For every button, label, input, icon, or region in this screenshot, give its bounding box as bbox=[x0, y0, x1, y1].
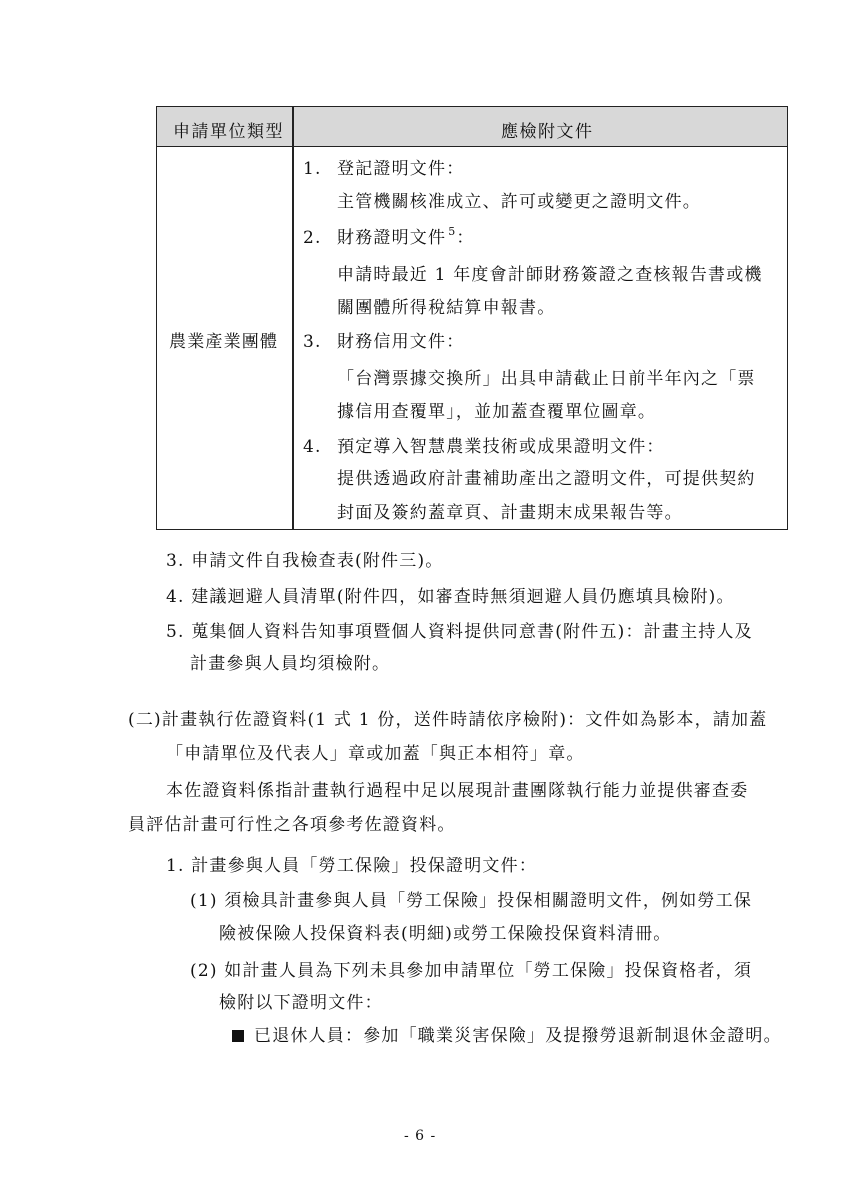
section-2-para-1: 本佐證資料係指計畫執行過程中足以展現計畫團隊執行能力並提供審查委 bbox=[166, 781, 749, 801]
page-number: - 6 - bbox=[404, 1128, 437, 1144]
item-4-line-1: 提供透過政府計畫補助產出之證明文件，可提供契約 bbox=[337, 469, 756, 489]
list-item-4: 4. 建議迴避人員清單(附件四，如審查時無須迴避人員仍應填具檢附)。 bbox=[166, 587, 735, 607]
sub-item-2-line-1: (2) 如計畫人員為下列未具參加申請單位「勞工保險」投保資格者，須 bbox=[190, 961, 753, 981]
square-bullet-icon bbox=[232, 1030, 244, 1042]
item-1-number: 1. bbox=[303, 159, 322, 179]
column-divider bbox=[292, 107, 294, 529]
bullet-retired-staff bbox=[232, 1026, 782, 1046]
section-2-para-2: 員評估計畫可行性之各項參考佐證資料。 bbox=[128, 815, 456, 835]
list-item-3: 3. 申請文件自我檢查表(附件三)。 bbox=[166, 551, 444, 571]
list-item-5-cont: 計畫參與人員均須檢附。 bbox=[190, 654, 391, 674]
sub-item-1-line-2: 險被保險人投保資料表(明細)或勞工保險投保資料清冊。 bbox=[219, 924, 672, 944]
item-2-title-wrap bbox=[337, 225, 475, 250]
item-4-line-2: 封面及簽約蓋章頁、計畫期末成果報告等。 bbox=[337, 503, 683, 523]
item-2-number: 2. bbox=[303, 228, 322, 248]
section-2-heading: (二)計畫執行佐證資料(1 式 1 份，送件時請依序檢附)：文件如為影本，請加蓋 bbox=[128, 710, 768, 730]
header-required-documents: 應檢附文件 bbox=[501, 122, 594, 142]
footnote-marker: 5 bbox=[448, 225, 457, 238]
sub-item-1-line-1: (1) 須檢具計畫參與人員「勞工保險」投保相關證明文件，例如勞工保 bbox=[190, 891, 753, 911]
section-2-heading-cont: 「申請單位及代表人」章或加蓋「與正本相符」章。 bbox=[166, 744, 585, 764]
item-1-line-1: 主管機關核准成立、許可或變更之證明文件。 bbox=[337, 192, 701, 212]
item-1-title: 登記證明文件： bbox=[337, 159, 465, 179]
item-4-title: 預定導入智慧農業技術或成果證明文件： bbox=[337, 437, 665, 457]
list-item-5: 5. 蒐集個人資料告知事項暨個人資料提供同意書(附件五)：計畫主持人及 bbox=[166, 622, 753, 642]
item-2-line-2: 關團體所得稅結算申報書。 bbox=[337, 298, 556, 318]
item-3-title: 財務信用文件： bbox=[337, 332, 465, 352]
row-label-agri-group: 農業產業團體 bbox=[169, 332, 279, 352]
item-3-number: 3. bbox=[303, 332, 322, 352]
item-4-number: 4. bbox=[303, 437, 322, 457]
sub-item-2-line-2: 檢附以下證明文件： bbox=[219, 993, 383, 1013]
item-2-title: 財務證明文件 bbox=[337, 228, 447, 248]
requirements-table bbox=[156, 106, 788, 530]
section-2-item-1: 1. 計畫參與人員「勞工保險」投保證明文件： bbox=[166, 856, 538, 876]
bullet-retired-staff-text: 已退休人員：參加「職業災害保險」及提撥勞退新制退休金證明。 bbox=[254, 1026, 782, 1046]
header-applicant-type: 申請單位類型 bbox=[173, 122, 284, 142]
item-3-line-2: 據信用查覆單」，並加蓋查覆單位圖章。 bbox=[337, 402, 657, 422]
item-2-line-1: 申請時最近 1 年度會計師財務簽證之查核報告書或機 bbox=[337, 265, 763, 285]
item-2-title-suffix: ： bbox=[456, 228, 475, 248]
item-3-line-1: 「台灣票據交換所」出具申請截止日前半年內之「票 bbox=[337, 369, 756, 389]
